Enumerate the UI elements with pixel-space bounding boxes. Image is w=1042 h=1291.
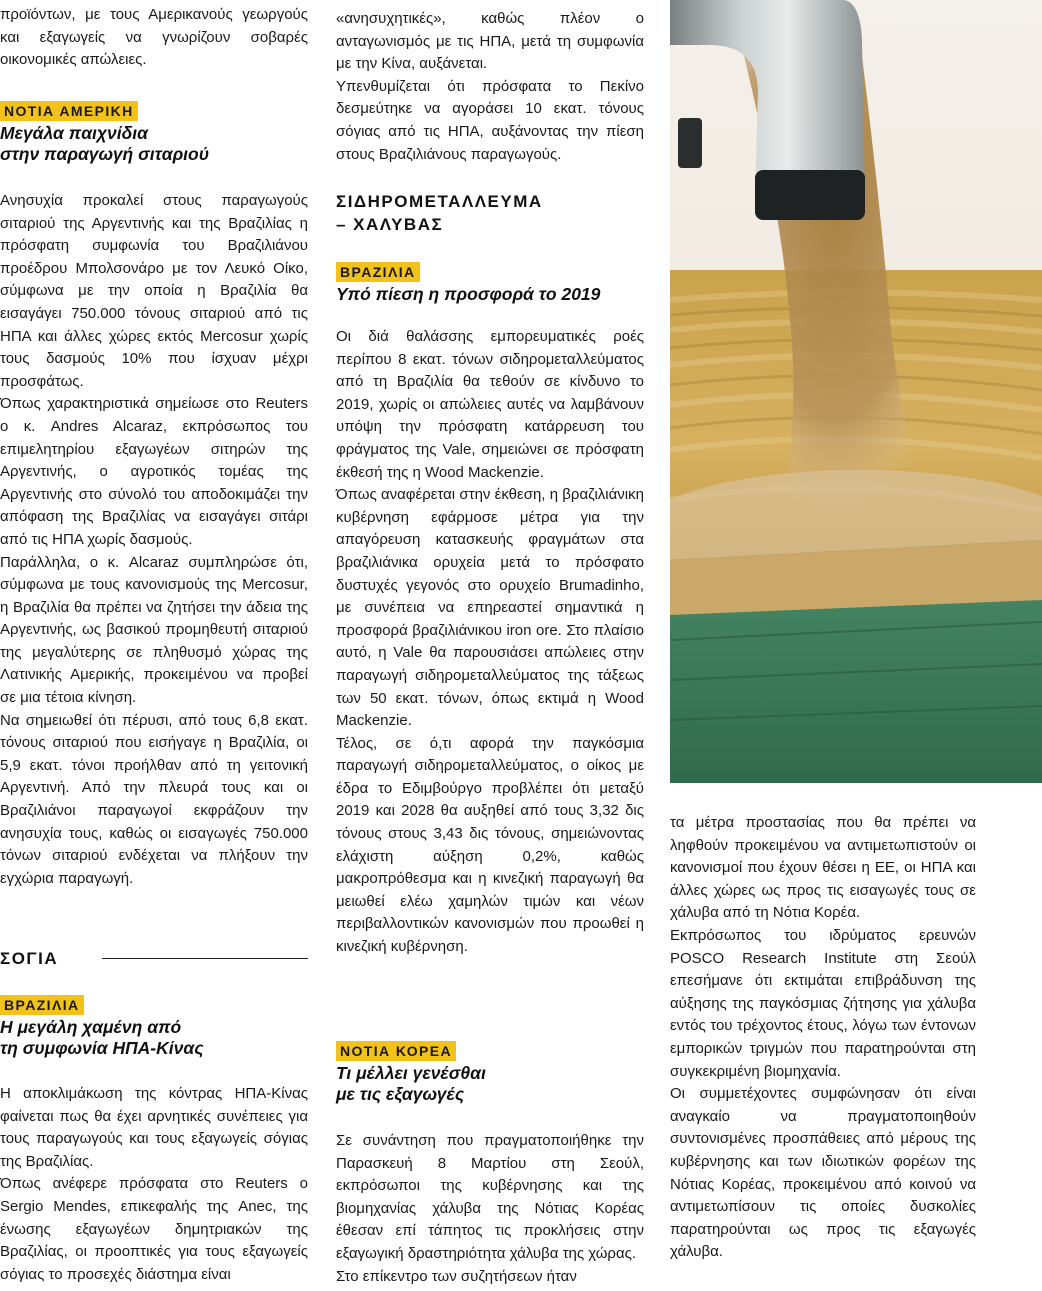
article-header-soya	[0, 995, 308, 1059]
section-divider	[102, 958, 308, 959]
article-header-wheat	[0, 101, 308, 165]
intro-text	[336, 8, 644, 166]
paragraph: Παράλληλα, ο κ. Alcaraz συμπληρώσε ότι, σύμφωνα με τους κανονισμούς της Mercosur, η Βραζιλία θα πρέπει να ζητήσει την άδεια της Αργεντινής, ως βασικού προμηθευτή σιταριού της μεγαλύτερης σε πληθυσμό χώρας της Λατινικής Αμερικής, προκειμένου να προβεί σε μια τέτοια κίνηση.	[0, 553, 308, 707]
paragraph: Στο επίκεντρο των συζητήσεων ήταν	[336, 1267, 577, 1285]
paragraph: Οι διά θαλάσσης εμπορευματικές ροές περίπου 8 εκατ. τόνων σιδηρομεταλλεύματος από τη Βραζιλία θα τεθούν σε κίνδυνο το 2019, χωρίς οι απώλειες αυτές να λαμβάνουν υπόψη την πρόσφατη κατάρρευση του φράγματος της Vale, σημειώνει σε πρόσφατη έκθεσή της η Wood Mackenzie.	[336, 328, 644, 481]
article-body-korea	[336, 1130, 644, 1288]
region-tag: ΒΡΑΖΙΛΙΑ	[336, 262, 420, 282]
region-tag: ΝΟΤΙΑ ΚΟΡΕΑ	[336, 1041, 456, 1061]
paragraph: Υπενθυμίζεται ότι πρόσφατα το Πεκίνο δεσμεύτηκε να αγοράσει 10 εκατ. τόνους σόγιας από τις ΗΠΑ, αυξάνοντας την πίεση στους Βραζιλιάνους παραγωγούς.	[336, 77, 644, 163]
intro-text	[0, 4, 308, 72]
section-title: ΣΙΔΗΡΟΜΕΤΑΛΛΕΥΜΑ	[336, 192, 543, 211]
headline-line: Η μεγάλη χαμένη από	[0, 1017, 182, 1037]
grain-harvest-photo	[670, 0, 1042, 783]
region-tag: ΝΟΤΙΑ ΑΜΕΡΙΚΗ	[0, 101, 138, 121]
pipe-spout	[755, 170, 865, 220]
headline-line: τη συμφωνία ΗΠΑ-Κίνας	[0, 1038, 204, 1058]
section-heading-iron	[336, 190, 644, 236]
article-body-korea-continued	[670, 812, 976, 1264]
paragraph: Ανησυχία προκαλεί στους παραγωγούς σιταριού της Αργεντινής και της Βραζιλίας η πρόσφατη συμφωνία του Βραζιλιάνου προέδρου Μπολσονάρο με τον Λευκό Οίκο, σύμφωνα με την οποία η Βραζιλία θα εισαγάγει 750.000 τόνους σιταριού από τις ΗΠΑ και άλλες χώρες εκτός Mercosur χωρίς τους δασμούς 10% που ίσχυαν μέχρι προσφάτως.	[0, 192, 308, 390]
article-body-wheat	[0, 190, 308, 890]
article-body-soya	[0, 1083, 308, 1286]
paragraph: Οι συμμετέχοντες συμφώνησαν ότι είναι αναγκαίο να πραγματοποιηθούν συντονισμένες προσπάθειες από μέρους της κυβέρνησης και των ιδιωτικών φορέων της Νότιας Κορέας, προκειμένου από κοινού να αντιμετωπίσουν τις οποίες δυσκολίες παρατηρούνται ως προς τις εξαγωγές χάλυβα.	[670, 1085, 976, 1261]
section-heading-soya	[0, 947, 308, 970]
paragraph: Τέλος, σε ό,τι αφορά την παγκόσμια παραγωγή σιδηρομεταλλεύματος, ο οίκος με έδρα το Εδιμβούργο προβλέπει ότι μεταξύ 2019 και 2028 θα αυξηθεί από τους 3,32 δις τόνους στους 3,43 δις τόνους, σημειώνοντας ελάχιστη αύξηση 0,2%, καθώς μακροπρόθεσμα και η κινεζική παραγωγή θα μειωθεί ελέω χαμηλών τιμών και νέων περιβαλλοντικών κανονισμών που προωθεί η κινεζική κυβέρνηση.	[336, 734, 644, 956]
article-header-korea	[336, 1041, 644, 1105]
pipe-bracket	[678, 118, 702, 168]
paragraph: Όπως ανέφερε πρόσφατα στο Reuters ο Sergio Mendes, επικεφαλής της Anec, της ένωσης εξαγωγέων δημητριακών της Βραζιλίας, οι προοπτικές για τους εξαγωγείς σόγιας το προσεχές διάστημα είναι	[0, 1175, 308, 1283]
paragraph: «ανησυχητικές», καθώς πλέον ο ανταγωνισμός με τις ΗΠΑ, μετά τη συμφωνία με την Κίνα, αυξάνεται.	[336, 10, 644, 73]
paragraph: Η αποκλιμάκωση της κόντρας ΗΠΑ-Κίνας φαίνεται πως θα έχει αρνητικές συνέπειες για τους παραγωγούς και τους εξαγωγείς σόγιας της Βραζιλίας.	[0, 1085, 308, 1170]
headline-line: στην παραγωγή σιταριού	[0, 144, 210, 164]
article-header-iron	[336, 262, 644, 305]
paragraph: προϊόντων, με τους Αμερικανούς γεωργούς και εξαγωγείς να γνωρίζουν σοβαρές οικονομικές απώλειες.	[0, 6, 308, 69]
paragraph: Όπως χαρακτηριστικά σημείωσε στο Reuters ο κ. Andres Alcaraz, εκπρόσωπος του επιμελητηρίου εξαγωγέων σιτηρών της Αργεντινής, ο αγροτικός τομέας της Αργεντινής στο σύνολό του αποδοκιμάζει την απόφαση της Βραζιλίας να εισαγάγει σιτάρι από τις ΗΠΑ χωρίς δασμούς.	[0, 395, 308, 548]
headline-line: Υπό πίεση η προσφορά το 2019	[336, 284, 601, 304]
paragraph: Να σημειωθεί ότι πέρυσι, από τους 6,8 εκατ. τόνους σιταριού που εισήγαγε η Βραζιλία, οι 5,9 εκατ. τόνοι προήλθαν από τη γειτονική Αργεντινή. Από την πλευρά τους και οι Βραζιλιάνοι παραγωγοί εκφράζουν την ανησυχία τους, καθώς οι εισαγωγές 750.000 τόνων σιταριού ενδέχεται να πλήξουν την εγχώρια παραγωγή.	[0, 711, 308, 887]
paragraph: Όπως αναφέρεται στην έκθεση, η βραζιλιάνικη κυβέρνηση εφάρμοσε μέτρα για την απαγόρευση κατασκευής φραγμάτων στα βραζιλιάνικα ορυχεία μετά το πρόσφατο δυστυχές γεγονός στο ορυχείο Brumadinho, με συνέπεια να επηρεαστεί σημαντικά η προσφορά βραζιλιάνικου iron ore. Στο πλαίσιο αυτό, η Vale θα παρουσιάσει απώλειες στην παραγωγή σιδηρομεταλλεύματος της τάξεως των 50 εκατ. τόνων, όπως εκτιμά η Wood Mackenzie.	[336, 486, 644, 730]
headline-line: με τις εξαγωγές	[336, 1084, 465, 1104]
headline-line: Τι μέλλει γενέσθαι	[336, 1063, 486, 1083]
region-tag: ΒΡΑΖΙΛΙΑ	[0, 995, 84, 1015]
article-body-iron	[336, 326, 644, 959]
section-title: ΣΟΓΙΑ	[0, 949, 59, 968]
paragraph: Εκπρόσωπος του ιδρύματος ερευνών POSCO Research Institute στη Σεούλ επεσήμανε ότι εκτιμάται επιβράδυνση της αύξησης της παγκόσμιας ζήτησης για χάλυβα εντός του τρέχοντος έτους, λόγω των έντονων εμπορικών τριγμών που παρατηρούνται στη συγκεκριμένη βιομηχανία.	[670, 926, 976, 1080]
headline-line: Μεγάλα παιχνίδια	[0, 123, 149, 143]
paragraph: Σε συνάντηση που πραγματοποιήθηκε την Παρασκευή 8 Μαρτίου στη Σεούλ, εκπρόσωποι της κυβέρνησης και της βιομηχανίας χάλυβα της Νότιας Κορέας έθεσαν επί τάπητος τις προκλήσεις στην εξαγωγική δραστηριότητα χάλυβα της χώρας.	[336, 1132, 644, 1262]
section-title: – ΧΑΛΥΒΑΣ	[336, 215, 444, 234]
paragraph: τα μέτρα προστασίας που θα πρέπει να ληφθούν προκειμένου να αντιμετωπιστούν οι κανονισμοί που έχουν θέσει η ΕΕ, οι ΗΠΑ και άλλες χώρες ως προς τις εισαγωγές τους σε χάλυβα από τη Νότια Κορέα.	[670, 814, 976, 922]
